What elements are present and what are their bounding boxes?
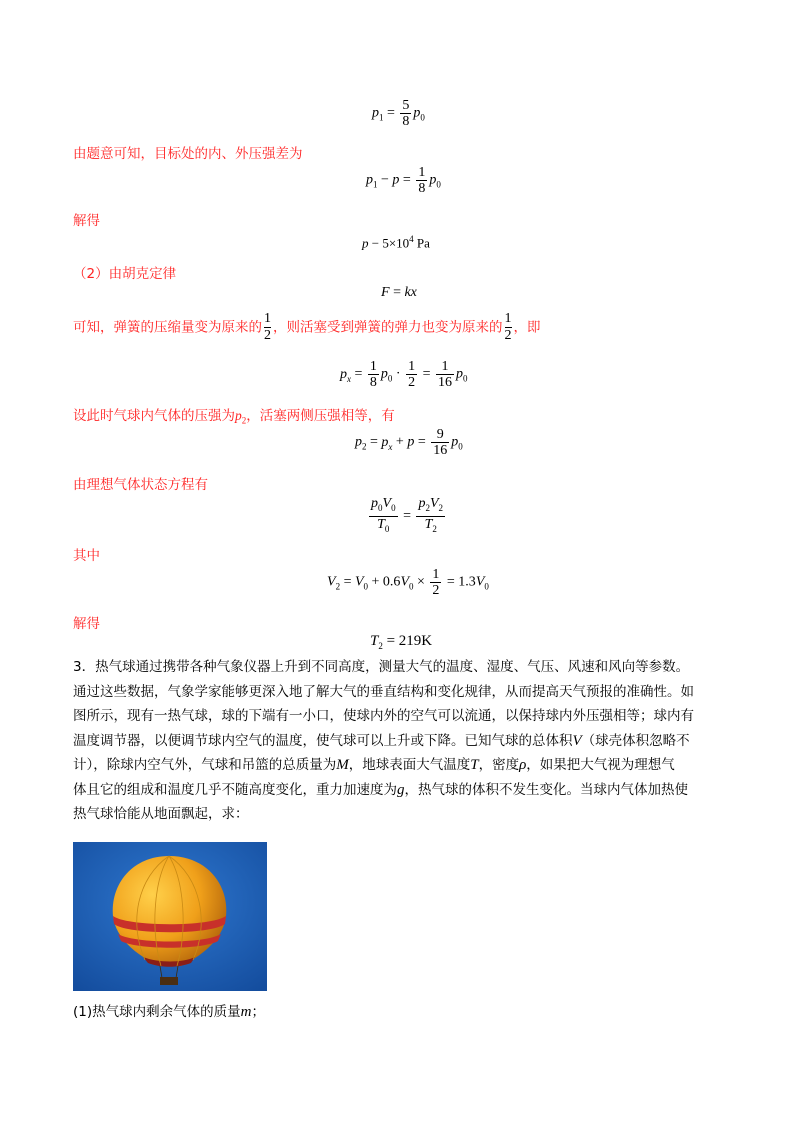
equation-p-value: $p - 5\times 10^4$ Pa xyxy=(362,234,430,251)
solution-line-spring-force xyxy=(73,311,541,344)
variable-gravity: g xyxy=(397,781,405,798)
balloon-pressure-text-2: ，活塞两侧压强相等，有 xyxy=(246,408,395,424)
solution-line-pressure-difference: 由题意可知，目标处的内、外压强差为 xyxy=(73,146,303,162)
hot-air-balloon-image xyxy=(73,842,267,991)
variable-temperature: T xyxy=(470,757,479,773)
variable-volume: V xyxy=(572,732,582,749)
problem-line: 热气球恰能从地面飘起，求： xyxy=(73,806,249,822)
problem-line xyxy=(73,778,733,803)
inline-fraction-half: $\frac{1}{2}$ xyxy=(504,311,512,343)
problem-line-part: ，密度 xyxy=(478,757,520,773)
equation-p2: $p_2 = p_x + p$ = $\frac{9}{16}$ $p_0$ xyxy=(355,427,463,458)
spring-text-part3: ，即 xyxy=(513,319,541,336)
problem-3-text xyxy=(73,655,733,827)
equation-hooke: F = kx xyxy=(381,285,417,300)
variable-mass: M xyxy=(336,757,349,773)
variable-remaining-mass: m xyxy=(240,1004,252,1020)
problem-line-part: 计），除球内空气外，气球和吊篮的总质量为 xyxy=(73,757,337,773)
problem-line: 图所示，现有一热气球，球的下端有一小口，使球内外的空气可以流通，以保持球内外压强相等；球内有 xyxy=(73,708,694,724)
problem-line xyxy=(73,753,733,778)
question-1-end: ； xyxy=(251,1004,265,1020)
balloon-pressure-text-1: 设此时气球内气体的压强为 xyxy=(73,408,235,424)
variable-p-sub: 2 xyxy=(241,415,247,426)
problem-line-part: ，地球表面大气温度 xyxy=(348,757,471,773)
problem-line-part: ，热气球的体积不发生变化。当球内气体加热使 xyxy=(404,781,688,798)
solution-line-ideal-gas: 由理想气体状态方程有 xyxy=(73,477,208,493)
solution-line-solve-2: 解得 xyxy=(73,616,100,632)
equation-t2: $T_2 = 219K$ xyxy=(370,633,433,651)
variable-p: p xyxy=(235,408,242,423)
equation-p1: $p_1$ = $\frac{5}{8}$ $p_0$ xyxy=(372,98,425,129)
problem-line-part: 温度调节器，以便调节球内空气的温度，使气球可以上升或下降。已知气球的总体积 xyxy=(73,732,573,749)
problem-line-part: ，如果把大气视为理想气 xyxy=(526,757,675,773)
inline-fraction-half: $\frac{1}{2}$ xyxy=(264,311,271,343)
problem-line-part: （球壳体积忽略不 xyxy=(581,732,690,749)
question-1-text: (1)热气球内剩余气体的质量 xyxy=(73,1004,241,1020)
problem-line xyxy=(73,729,733,754)
problem-line-part: 体且它的组成和温度几乎不随高度变化，重力加速度为 xyxy=(73,781,397,798)
problem-line: 3．热气球通过携带各种气象仪器上升到不同高度，测量大气的温度、湿度、气压、风速和风向等参数。 xyxy=(73,659,690,675)
solution-line-solve-1: 解得 xyxy=(73,213,100,229)
solution-line-hooke: （2）由胡克定律 xyxy=(73,266,177,282)
balloon-illustration xyxy=(73,842,267,991)
spring-text-part1: 可知，弹簧的压缩量变为原来的 xyxy=(73,319,262,336)
problem-line: 通过这些数据，气象学家能够更深入地了解大气的垂直结构和变化规律，从而提高天气预报的准确性。如 xyxy=(73,683,694,700)
solution-line-where: 其中 xyxy=(73,548,100,564)
equation-pressure-difference: $p_1 - p$ = $\frac{1}{8}$ $p_0$ xyxy=(366,165,441,196)
variable-density: ρ xyxy=(519,757,527,773)
spring-text-part2: ，则活塞受到弹簧的弹力也变为原来的 xyxy=(273,319,503,336)
equation-ideal-gas: $\frac{p_0V_0}{T_0}$ = $\frac{p_2V_2}{T_2}$ xyxy=(367,496,447,537)
question-1 xyxy=(73,1000,265,1025)
solution-line-balloon-pressure xyxy=(73,404,395,426)
equation-v2: $V_2 = V_0 + 0.6V_0$ × $\frac{1}{2}$ = $1.3V_0$ xyxy=(327,567,489,598)
equation-px: $p_x$ = $\frac{1}{8}$ $p_0$ · $\frac{1}{2}$ = $\frac{1}{16}$ $p_0$ xyxy=(340,359,468,390)
